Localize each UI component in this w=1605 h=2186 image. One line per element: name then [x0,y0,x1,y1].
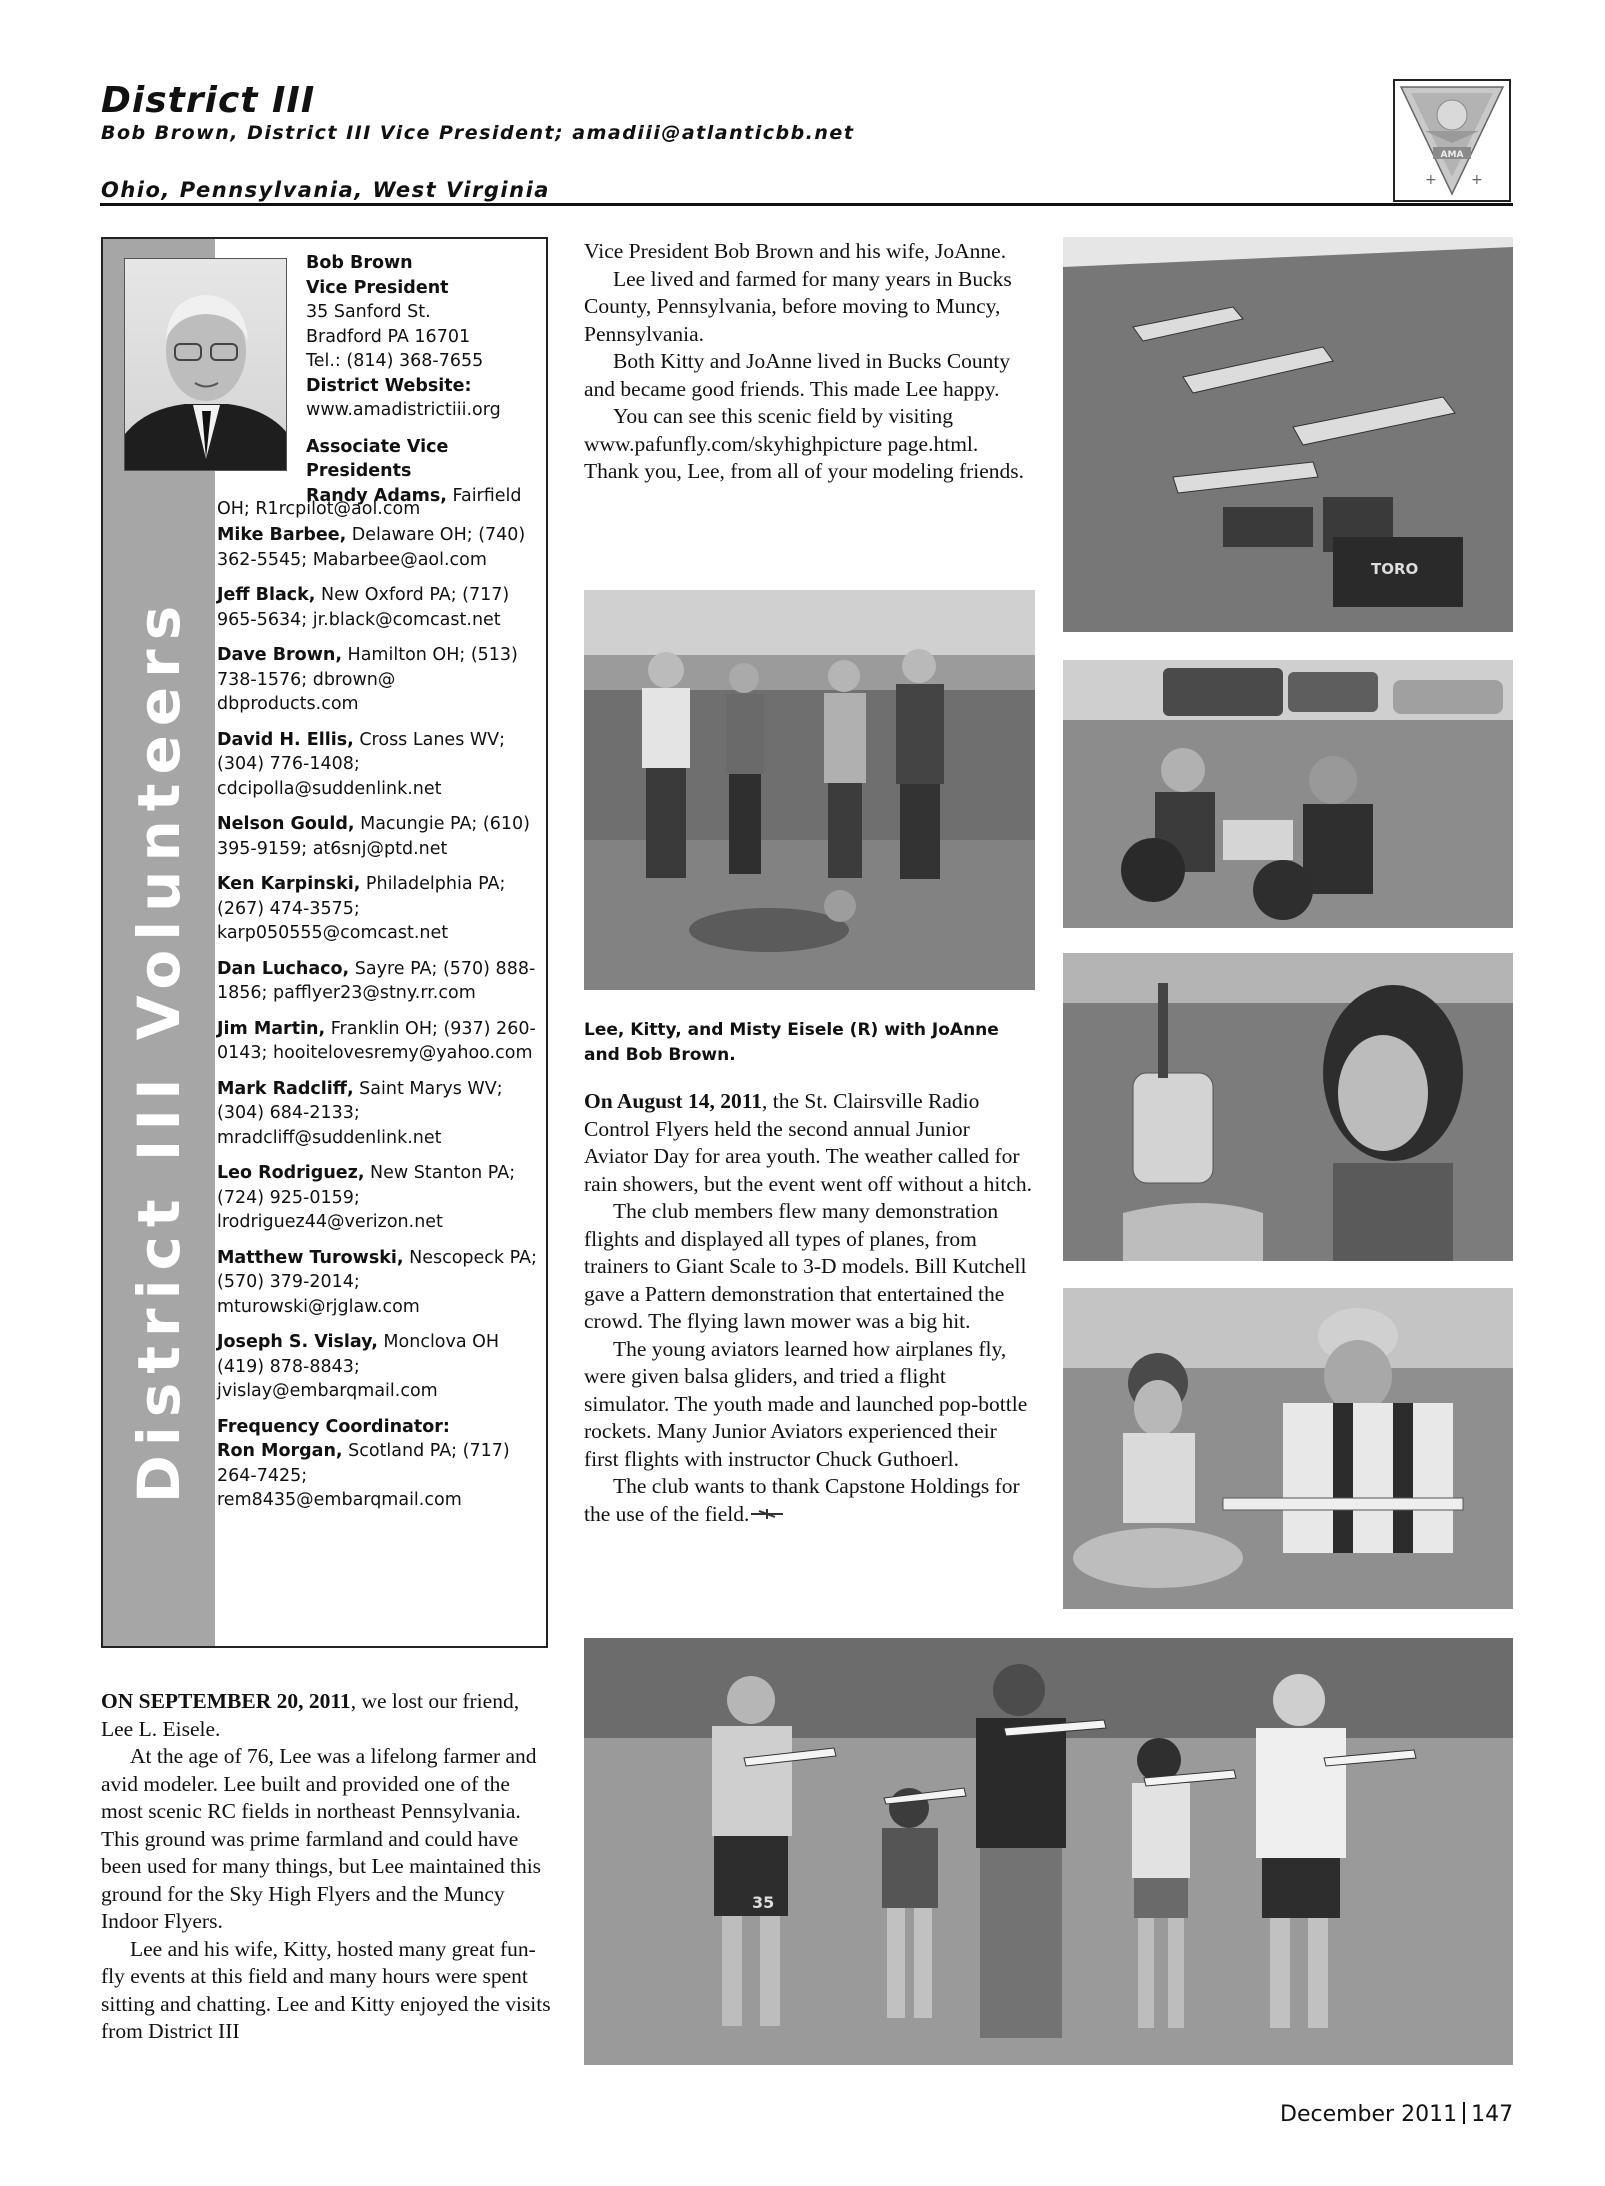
volunteer-details: Cross Lanes WV; (304) 776-1408; cdcipolla@suddenlink.net [217,729,506,799]
volunteer-list [217,523,539,1524]
website-label: District Website: [306,375,472,396]
frequency-name: Ron Morgan, [217,1441,343,1461]
photo-kids-building [1063,660,1513,928]
ama-shield-icon [1395,81,1509,200]
article-paragraph: At the age of 76, Lee was a lifelong farmer and avid modeler. Lee built and provided one of the most scenic RC fields in northeast Pennsylvania. This ground was prime farmland and could have been used for many things, but Lee maintained this ground for the Sky High Flyers and the Muncy Indoor Flyers. [101,1744,542,1933]
vp-phone: Tel.: (814) 368-7655 [306,351,484,371]
footer-separator [1463,2102,1465,2124]
article-paragraph: , the St. Clairsville Radio Control Flyers held the second annual Junior Aviator Day for area youth. The weather called for rain showers, but the event went off without a hitch. [584,1089,1033,1196]
volunteer-entry [217,872,539,946]
avp-heading-2: Presidents [306,461,412,481]
ama-end-mark-icon [749,1507,785,1521]
frequency-details: Scotland PA; (717) 264-7425; rem8435@embarqmail.com [217,1441,510,1510]
avp-name: Randy Adams, [306,485,447,506]
volunteer-name: Ken Karpinski, [217,874,361,894]
volunteer-name: Joseph S. Vislay, [217,1332,378,1352]
avp-location: Fairfield [446,485,522,506]
vp-role: Vice President [306,277,449,298]
volunteer-details: New Oxford PA; (717) 965-5634; jr.black@comcast.net [217,585,510,630]
volunteer-entry [217,1161,539,1235]
volunteer-name: Nelson Gould, [217,814,355,834]
vp-name: Bob Brown [306,253,413,273]
volunteer-details: Sayre PA; (570) 888-1856; pafflyer23@stny.rr.com [217,958,536,1003]
article-lead: On August 14, 2011 [584,1089,763,1113]
photo-kids-with-gliders [584,1638,1513,2065]
article-paragraph: You can see this scenic field by visiting www.pafunfly.com/skyhighpicture page.html. Thank you, Lee, from all of your modeling friends. [584,404,1025,483]
article-memorial-column-2 [584,238,1036,486]
avp-heading: Associate Vice [306,436,449,457]
volunteer-details: Macungie PA; (610) 395-9159; at6snj@ptd.net [217,814,530,859]
svg-text:35: 35 [752,1893,775,1912]
volunteer-details: Monclova OH (419) 878-8843; jvislay@embarqmail.com [217,1332,500,1401]
volunteer-details: Franklin OH; (937) 260-0143; hooitelovesremy@yahoo.com [217,1018,536,1063]
volunteer-details: Delaware OH; (740) 362-5545; Mabarbee@aol.com [217,525,526,570]
volunteer-entry [217,1246,539,1320]
volunteer-entry [217,523,539,572]
article-memorial-column-1 [101,1688,553,2046]
volunteer-name: Jim Martin, [217,1018,326,1039]
page-footer [1280,2102,1513,2127]
volunteer-entry [217,1330,539,1404]
vp-address-street: 35 Sanford St. [306,302,431,322]
article-paragraph: Lee and his wife, Kitty, hosted many great fun-fly events at this field and many hours were spent sitting and chatting. Lee and Kitty enjoyed the visits from District III [101,1936,551,2043]
volunteer-entry [217,583,539,632]
photo-caption: Lee, Kitty, and Misty Eisele (R) with JoAnne and Bob Brown. [584,1020,999,1065]
photo-eisele-family [584,590,1035,990]
volunteer-entry [217,643,539,717]
volunteer-details: Philadelphia PA; (267) 474-3575; karp050555@comcast.net [217,874,506,943]
svg-text:TORO: TORO [1371,560,1419,578]
frequency-heading: Frequency Coordinator: [217,1416,450,1437]
vp-address-city: Bradford PA 16701 [306,326,471,347]
volunteer-name: Leo Rodriguez, [217,1163,365,1183]
avp-first-contact: OH; R1rcpilot@aol.com [217,499,421,519]
article-lead: ON SEPTEMBER 20, 2011 [101,1689,351,1713]
vice-president-line: Bob Brown, District III Vice President; amadiii@atlanticbb.net [101,122,855,144]
volunteer-details: Hamilton OH; (513) 738-1576; dbrown@ dbproducts.com [217,645,518,714]
vp-contact-block [306,251,542,508]
volunteer-name: Jeff Black, [217,585,316,605]
volunteer-entry [217,728,539,802]
svg-text:+: + [1471,172,1483,188]
article-paragraph: The club wants to thank Capstone Holdings for the use of the field. [584,1474,1020,1526]
district-title: District III [101,80,316,121]
svg-text:+: + [1425,172,1437,188]
volunteer-entry [217,1017,539,1066]
page-number: 147 [1471,2102,1514,2127]
article-paragraph: , we lost our friend, Lee L. Eisele. [101,1689,520,1741]
article-junior-aviator [584,1088,1036,1528]
volunteer-name: Matthew Turowski, [217,1247,404,1268]
svg-text:AMA: AMA [1440,150,1464,160]
volunteer-details: Saint Marys WV; (304) 684-2133; mradcliff@suddenlink.net [217,1078,503,1148]
volunteer-details: New Stanton PA; (724) 925-0159; lrodriguez44@verizon.net [217,1163,516,1232]
volunteer-name: David H. Ellis, [217,729,354,750]
article-paragraph: The young aviators learned how airplanes fly, were given balsa gliders, and tried a flight simulator. The youth made and launched pop-bottle rockets. Many Junior Aviators experienced their first flights with instructor Chuck Guthoerl. [584,1336,1028,1471]
photo-planes-on-field [1063,237,1513,632]
article-paragraph: The club members flew many demonstration flights and displayed all types of planes, from trainers to Giant Scale to 3-D models. Bill Kutchell gave a Pattern demonstration that entertained the crowd. The flying lawn mower was a big hit. [584,1199,1027,1333]
issue-date: December 2011 [1280,2102,1458,2127]
photo-instructor-and-girl [1063,1288,1513,1609]
frequency-coordinator [217,1415,539,1513]
volunteer-name: Dave Brown, [217,645,342,665]
volunteer-name: Mike Barbee, [217,525,347,545]
volunteer-entry [217,957,539,1006]
article-paragraph: Lee lived and farmed for many years in Bucks County, Pennsylvania, before moving to Muncy, Pennsylvania. [584,266,1012,346]
volunteer-entry [217,812,539,861]
volunteer-details: Nescopeck PA; (570) 379-2014; mturowski@rjglaw.com [217,1247,537,1317]
volunteer-name: Dan Luchaco, [217,958,350,979]
bob-brown-portrait [124,258,287,471]
photo-girl-with-bottle [1063,953,1513,1261]
volunteer-name: Mark Radcliff, [217,1078,354,1099]
article-paragraph: Vice President Bob Brown and his wife, JoAnne. [584,239,1007,263]
district-website-link[interactable]: www.amadistrictiii.org [306,400,501,420]
district-states: Ohio, Pennsylvania, West Virginia [101,178,550,202]
article-paragraph: Both Kitty and JoAnne lived in Bucks County and became good friends. This made Lee happy. [584,349,1011,401]
volunteer-entry [217,1077,539,1151]
header-rule [100,203,1513,206]
ama-district-logo [1393,79,1511,202]
